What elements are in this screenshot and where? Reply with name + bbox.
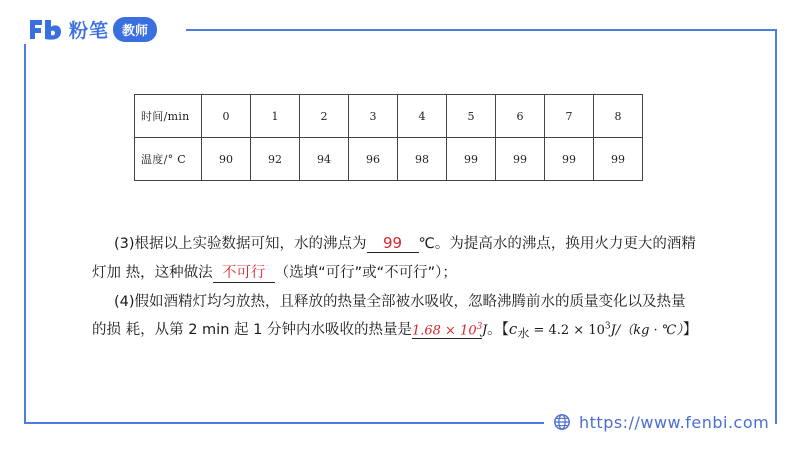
table-row [135, 138, 643, 181]
q3-text: ℃。为提高水的沸点，换用火力更大的酒精 [418, 236, 696, 252]
table-cell: 5 [447, 95, 496, 138]
footer-url: https://www.fenbi.com [579, 412, 770, 432]
fb-logo-icon [26, 16, 66, 42]
table-cell: 99 [496, 138, 545, 181]
table-cell: 96 [349, 138, 398, 181]
brand-tag: 教师 [113, 17, 157, 42]
table-cell: 1 [251, 95, 300, 138]
table-cell: 7 [545, 95, 594, 138]
footer [553, 410, 769, 434]
globe-icon [553, 413, 571, 431]
answer-unit: J [481, 323, 488, 338]
frame-left-line [24, 44, 26, 424]
q3-text: 灯加 热，这种做法 [92, 265, 213, 281]
brand-name: 粉笔 [69, 19, 110, 42]
table-row-label: 温度/° C [135, 138, 202, 181]
table-cell: 6 [496, 95, 545, 138]
table-cell: 99 [447, 138, 496, 181]
q3-text: （选填“可行”或“不可行”）； [274, 265, 457, 281]
answer-heat-mantissa: 1.68 × 10 [411, 323, 477, 338]
q4-text: 的损 耗，从第 2 min 起 1 分钟内水吸收的热量是 [92, 322, 412, 338]
table-cell: 92 [251, 138, 300, 181]
table-cell: 94 [300, 138, 349, 181]
table-cell: 0 [202, 95, 251, 138]
q3-text: (3)根据以上实验数据可知，水的沸点为 [114, 236, 367, 252]
q4-text: 。【 [487, 322, 509, 338]
table-cell: 2 [300, 95, 349, 138]
q4-line-2 [92, 318, 697, 342]
fenbi-logo [26, 14, 157, 44]
q4-text: 】 [682, 322, 698, 338]
table-cell: 99 [594, 138, 643, 181]
specific-heat-formula: $c_水 = 4.2 \times 10^3J/(kg$ · ℃） [508, 320, 683, 341]
q4-line-1: (4)假如酒精灯均匀放热，且释放的热量全部被水吸收，忽略沸腾前水的质量变化以及热量 [114, 294, 686, 310]
frame-bottom-line [24, 422, 544, 424]
table-cell: 4 [398, 95, 447, 138]
table-cell: 90 [202, 138, 251, 181]
data-table [134, 94, 643, 181]
table-cell: 99 [545, 138, 594, 181]
table-cell: 98 [398, 138, 447, 181]
q3-line-2 [92, 261, 457, 283]
frame-top-line [186, 29, 776, 31]
table-cell: 3 [349, 95, 398, 138]
table-cell: 8 [594, 95, 643, 138]
answer-feasibility: 不可行 [213, 261, 275, 283]
frame-right-line [775, 29, 777, 424]
table-row [135, 95, 643, 138]
q3-line-1 [114, 232, 696, 253]
answer-heat-exponent: 3 [476, 321, 483, 332]
table-row-label: 时间/min [135, 95, 202, 138]
answer-boiling-point: 99 [367, 234, 419, 253]
answer-heat [412, 322, 482, 339]
